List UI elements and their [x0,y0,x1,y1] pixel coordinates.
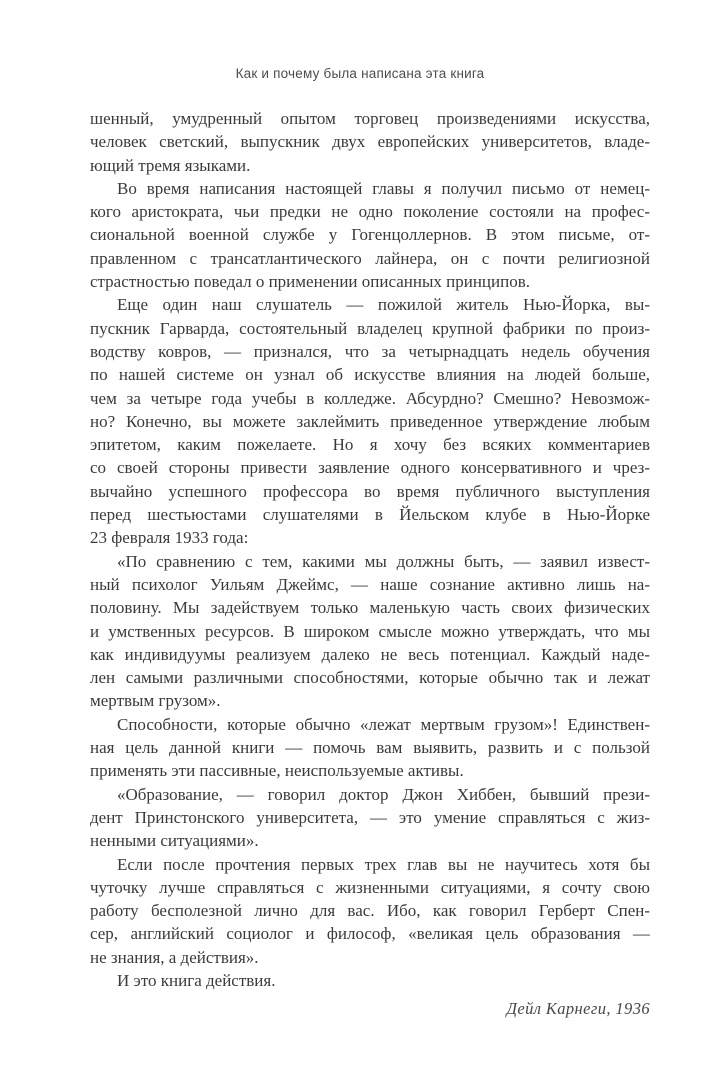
text-line: сиональной военной службе у Гогенцоллернов. В этом письме, от- [90,225,650,245]
text-line: кого аристократа, чьи предки не одно поколение состояли на профес- [90,202,650,222]
text-line: применять эти пассивные, неиспользуемые активы. [90,761,464,781]
author-signature: Дейл Карнеги, 1936 [506,999,650,1019]
text-line: эпитетом, каким пожелаете. Но я хочу без всяких комментариев [90,435,650,455]
paragraph-lines [90,107,650,992]
text-line: вычайно успешного профессора во время публичного выступления [90,481,650,501]
running-head: Как и почему была написана эта книга [235,66,485,81]
text-line: чем за четыре года учебы в колледже. Абсурдно? Смешно? Невозмож- [90,388,650,408]
text-line: и умственных ресурсов. В широком смысле можно утверждать, что мы [90,621,650,641]
text-line: чуточку лучше справляться с жизненными ситуациями, я сочту свою [90,877,650,897]
text-line: ющий тремя языками. [90,155,251,175]
text-line: страстностью поведал о применении описанных принципов. [90,272,530,292]
text-line: Если после прочтения первых трех глав вы не научитесь хотя бы [117,854,650,874]
text-line: Во время написания настоящей главы я получил письмо от немец- [117,178,650,198]
text-line: Еще один наш слушатель — пожилой житель Нью-Йорка, вы- [117,295,650,315]
text-line: перед шестьюстами слушателями в Йельском клубе в Нью-Йорке [90,505,650,525]
text-line: «По сравнению с тем, какими мы должны быть, — заявил извест- [117,551,650,571]
text-line: по нашей системе он узнал об искусстве влияния на людей больше, [90,365,650,385]
body-text [90,107,650,1021]
text-line: работу бесполезной лично для вас. Ибо, как говорил Герберт Спен- [90,901,650,921]
text-line: мертвым грузом». [90,691,221,711]
text-line: половину. Мы задействуем только маленькую часть своих физических [90,598,650,618]
text-line: со своей стороны привести заявление одного консервативного и чрез- [90,458,650,478]
text-line: как индивидуумы реализуем далеко не весь потенциал. Каждый наде- [90,644,650,664]
text-line: дент Принстонского университета, — это умение справляться с жиз- [90,807,650,827]
text-line: но? Конечно, вы можете заклеймить приведенное утверждение любым [90,411,650,431]
text-line: ная цель данной книги — помочь вам выявить, развить и с пользой [90,738,650,758]
text-line: И это книга действия. [117,970,276,990]
text-line: человек светский, выпускник двух европейских университетов, владе- [90,132,650,152]
text-line: не знания, а действия». [90,947,259,967]
text-line: 23 февраля 1933 года: [90,528,249,548]
text-line: лен самыми различными способностями, которые обычно так и лежат [90,668,650,688]
text-line: ный психолог Уильям Джеймс, — наше сознание активно лишь на- [90,574,650,594]
text-line: Способности, которые обычно «лежат мертвым грузом»! Единствен- [117,714,650,734]
text-line: сер, английский социолог и философ, «великая цель образования — [90,924,650,944]
text-line: правленном с трансатлантического лайнера, он с почти религиозной [90,248,650,268]
text-line: пускник Гарварда, состоятельный владелец крупной фабрики по произ- [90,318,650,338]
text-line: ненными ситуациями». [90,831,259,851]
text-line: шенный, умудренный опытом торговец произведениями искусства, [90,109,650,128]
text-line: водству ковров, — признался, что за четырнадцать недель обучения [90,341,650,361]
text-line: «Образование, — говорил доктор Джон Хиббен, бывший прези- [117,784,650,804]
